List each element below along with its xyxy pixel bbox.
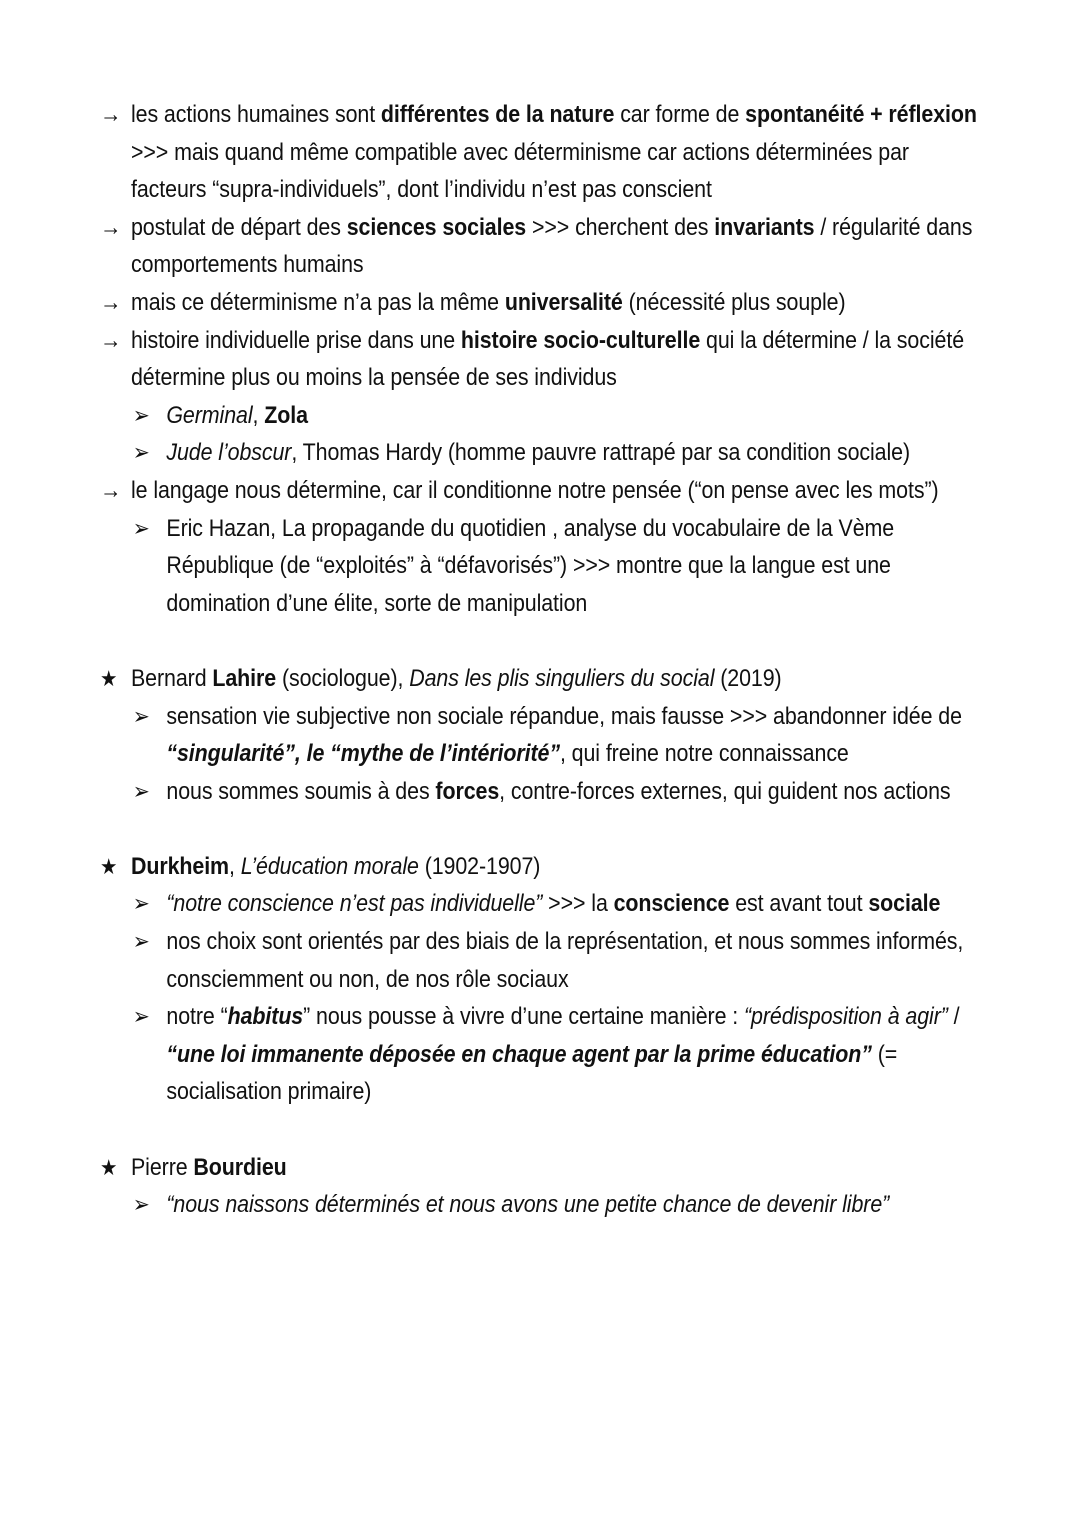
arrow-bullet-icon: → bbox=[100, 213, 122, 241]
arrow-bullet-icon: → bbox=[100, 288, 122, 316]
sub-outline-item bbox=[133, 923, 979, 998]
outline-item-text: Bernard Lahire (sociologue), Dans les plis singuliers du social (2019) bbox=[130, 664, 782, 692]
outline-item-text: Pierre Bourdieu bbox=[130, 1153, 287, 1181]
sub-outline-item bbox=[133, 1186, 979, 1224]
arrow-bullet-icon: → bbox=[100, 476, 122, 504]
sub-arrow-bullet-icon: ➢ bbox=[132, 777, 150, 804]
outline-item bbox=[100, 322, 979, 397]
sub-outline-item bbox=[133, 510, 979, 623]
outline-item bbox=[100, 209, 979, 284]
outline-item bbox=[100, 1149, 979, 1187]
sub-outline-item bbox=[133, 773, 979, 811]
sub-outline-list bbox=[100, 510, 979, 623]
outline-item-text: histoire individuelle prise dans une histoire socio-culturelle qui la détermine / la société détermine plus ou moins la pensée de ses individus bbox=[130, 326, 965, 392]
sub-arrow-bullet-icon: ➢ bbox=[132, 1191, 150, 1218]
sub-outline-item bbox=[133, 434, 979, 472]
sub-outline-list bbox=[100, 1186, 979, 1224]
star-bullet-icon: ★ bbox=[100, 1154, 118, 1180]
sub-arrow-bullet-icon: ➢ bbox=[132, 514, 150, 541]
outline-item bbox=[100, 660, 979, 698]
outline-item-text: le langage nous détermine, car il conditionne notre pensée (“on pense avec les mots”) bbox=[130, 476, 939, 504]
sub-outline-item-text: Eric Hazan, La propagande du quotidien , analyse du vocabulaire de la Vème République (de “exploités” à “défavorisés”) >>> montre que la langue est une domination d’une élite, sorte de manipulation bbox=[166, 514, 895, 617]
star-bullet-icon: ★ bbox=[100, 665, 118, 691]
outline-item bbox=[100, 96, 979, 209]
outline-item bbox=[100, 284, 979, 322]
sub-outline-item-text: sensation vie subjective non sociale répandue, mais fausse >>> abandonner idée de “singularité”, le “mythe de l’intériorité”, qui freine notre connaissance bbox=[166, 702, 962, 768]
sub-arrow-bullet-icon: ➢ bbox=[132, 928, 150, 955]
outline-item-text: mais ce déterminisme n’a pas la même universalité (nécessité plus souple) bbox=[130, 288, 846, 316]
sub-outline-item-text: Germinal, Zola bbox=[166, 401, 308, 429]
sub-arrow-bullet-icon: ➢ bbox=[132, 890, 150, 917]
sub-arrow-bullet-icon: ➢ bbox=[132, 401, 150, 428]
notes-body bbox=[100, 96, 979, 1224]
outline-item-text: Durkheim, L’éducation morale (1902-1907) bbox=[130, 852, 541, 880]
sub-outline-item-text: “notre conscience n’est pas individuelle” >>> la conscience est avant tout sociale bbox=[166, 890, 941, 918]
sub-outline-list bbox=[100, 698, 979, 811]
outline-item-text: postulat de départ des sciences sociales >>> cherchent des invariants / régularité dans comportements humains bbox=[130, 213, 973, 279]
outline-item bbox=[100, 848, 979, 886]
sub-outline-item-text: nous sommes soumis à des forces, contre-forces externes, qui guident nos actions bbox=[166, 777, 951, 805]
sub-outline-item bbox=[133, 885, 979, 923]
outline-item bbox=[100, 472, 979, 510]
star-bullet-icon: ★ bbox=[100, 853, 118, 879]
sub-outline-item bbox=[133, 397, 979, 435]
sub-outline-list bbox=[100, 885, 979, 1111]
sub-outline-item-text: nos choix sont orientés par des biais de la représentation, et nous sommes informés, consciemment ou non, de nos rôle sociaux bbox=[166, 928, 964, 993]
sub-outline-item bbox=[133, 698, 979, 773]
arrow-bullet-icon: → bbox=[100, 326, 122, 354]
outline-item-text: les actions humaines sont différentes de la nature car forme de spontanéité + réflexion >>> mais quand même compatible avec déterminisme car actions déterminées par facteurs “supra-individuels”, dont l’individu n’est pas conscient bbox=[130, 101, 977, 204]
sub-arrow-bullet-icon: ➢ bbox=[132, 1003, 150, 1030]
sub-outline-item-text: “nous naissons déterminés et nous avons une petite chance de devenir libre” bbox=[166, 1191, 890, 1219]
sub-outline-list bbox=[100, 397, 979, 472]
outline-list bbox=[100, 96, 979, 1224]
sub-arrow-bullet-icon: ➢ bbox=[132, 439, 150, 466]
sub-outline-item-text: notre “habitus” nous pousse à vivre d’une certaine manière : “prédisposition à agir” / “une loi immanente déposée en chaque agent par la prime éducation” (= socialisation primaire) bbox=[166, 1003, 960, 1106]
sub-outline-item bbox=[133, 998, 979, 1111]
arrow-bullet-icon: → bbox=[100, 101, 122, 128]
sub-outline-item-text: Jude l’obscur, Thomas Hardy (homme pauvre rattrapé par sa condition sociale) bbox=[166, 439, 911, 467]
sub-arrow-bullet-icon: ➢ bbox=[132, 702, 150, 729]
